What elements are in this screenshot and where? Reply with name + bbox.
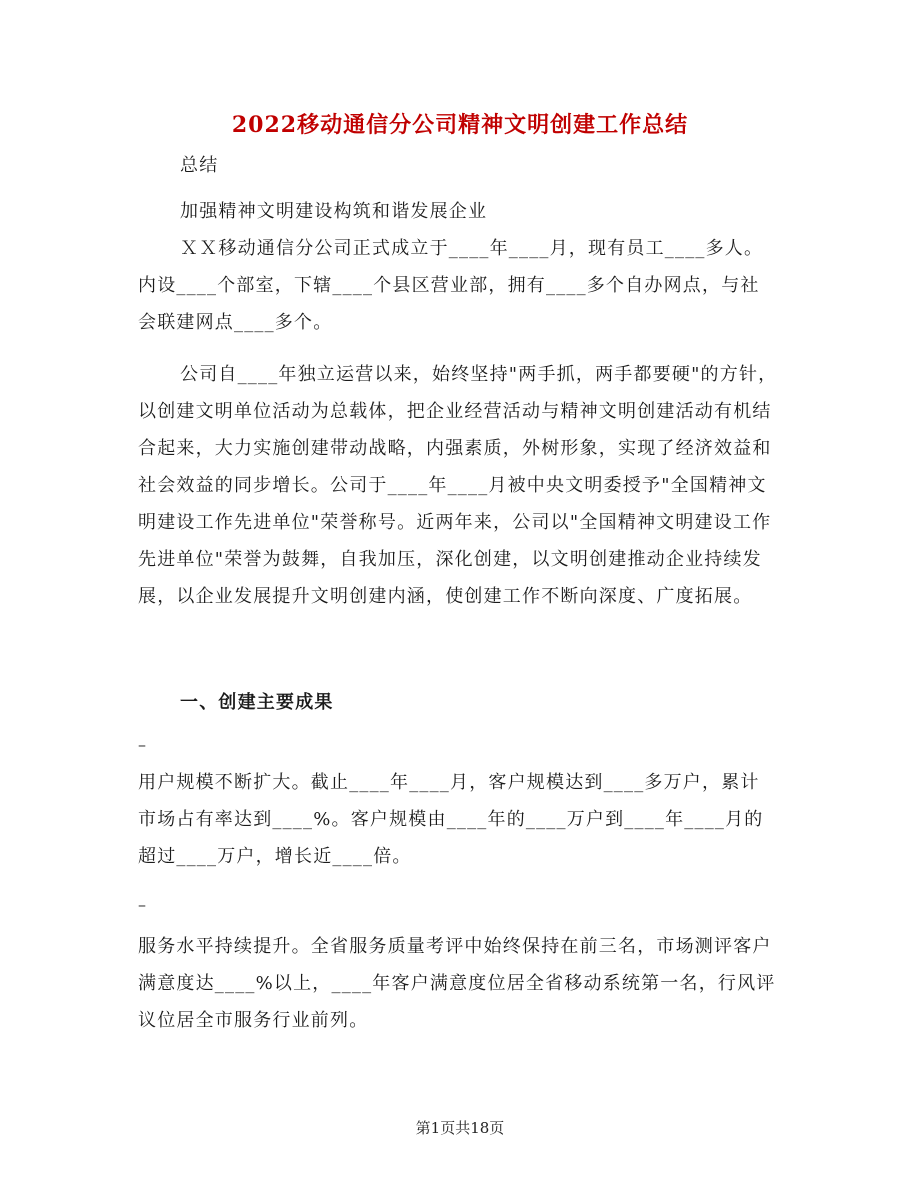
page-number: 第1页共18页 — [415, 1119, 505, 1137]
document-title: 2022移动通信分公司精神文明创建工作总结 — [231, 112, 689, 138]
achievement-item-users: 用户规模不断扩大。截止____年____月，客户规模达到____多万户，累计市场占有率达到____%。客户规模由____年的____万户到____年____月的超过____万户，增长近____倍。 — [138, 772, 764, 867]
section-heading-achievements: 一、创建主要成果 — [180, 692, 334, 713]
list-marker: – — [138, 895, 146, 914]
achievement-item-service: 服务水平持续提升。全省服务质量考评中始终保持在前三名，市场测评客户满意度达____%以上，____年客户满意度位居全省移动系统第一名，行风评议位居全市服务行业前列。 — [138, 936, 776, 1031]
list-marker: – — [138, 735, 146, 754]
paragraph-overview: 公司自____年独立运营以来，始终坚持"两手抓，两手都要硬"的方针，以创建文明单位活动为总载体，把企业经营活动与精神文明创建活动有机结合起来，大力实施创建带动战略，内强素质，外树形象，实现了经济效益和社会效益的同步增长。公司于____年____月被中央文明委授予"全国精神文明建设工作先进单位"荣誉称号。近两年来，公司以"全国精神文明建设工作先进单位"荣誉为鼓舞，自我加压，深化创建，以文明创建推动企业持续发展，以企业发展提升文明创建内涵，使创建工作不断向深度、广度拓展。 — [138, 364, 778, 607]
document-label: 总结 — [180, 155, 219, 176]
paragraph-intro: ＸＸ移动通信分公司正式成立于____年____月，现有员工____多人。内设____个部室，下辖____个县区营业部，拥有____多个自办网点，与社会联建网点____多个。 — [138, 238, 764, 333]
document-subtitle: 加强精神文明建设构筑和谐发展企业 — [180, 201, 488, 222]
